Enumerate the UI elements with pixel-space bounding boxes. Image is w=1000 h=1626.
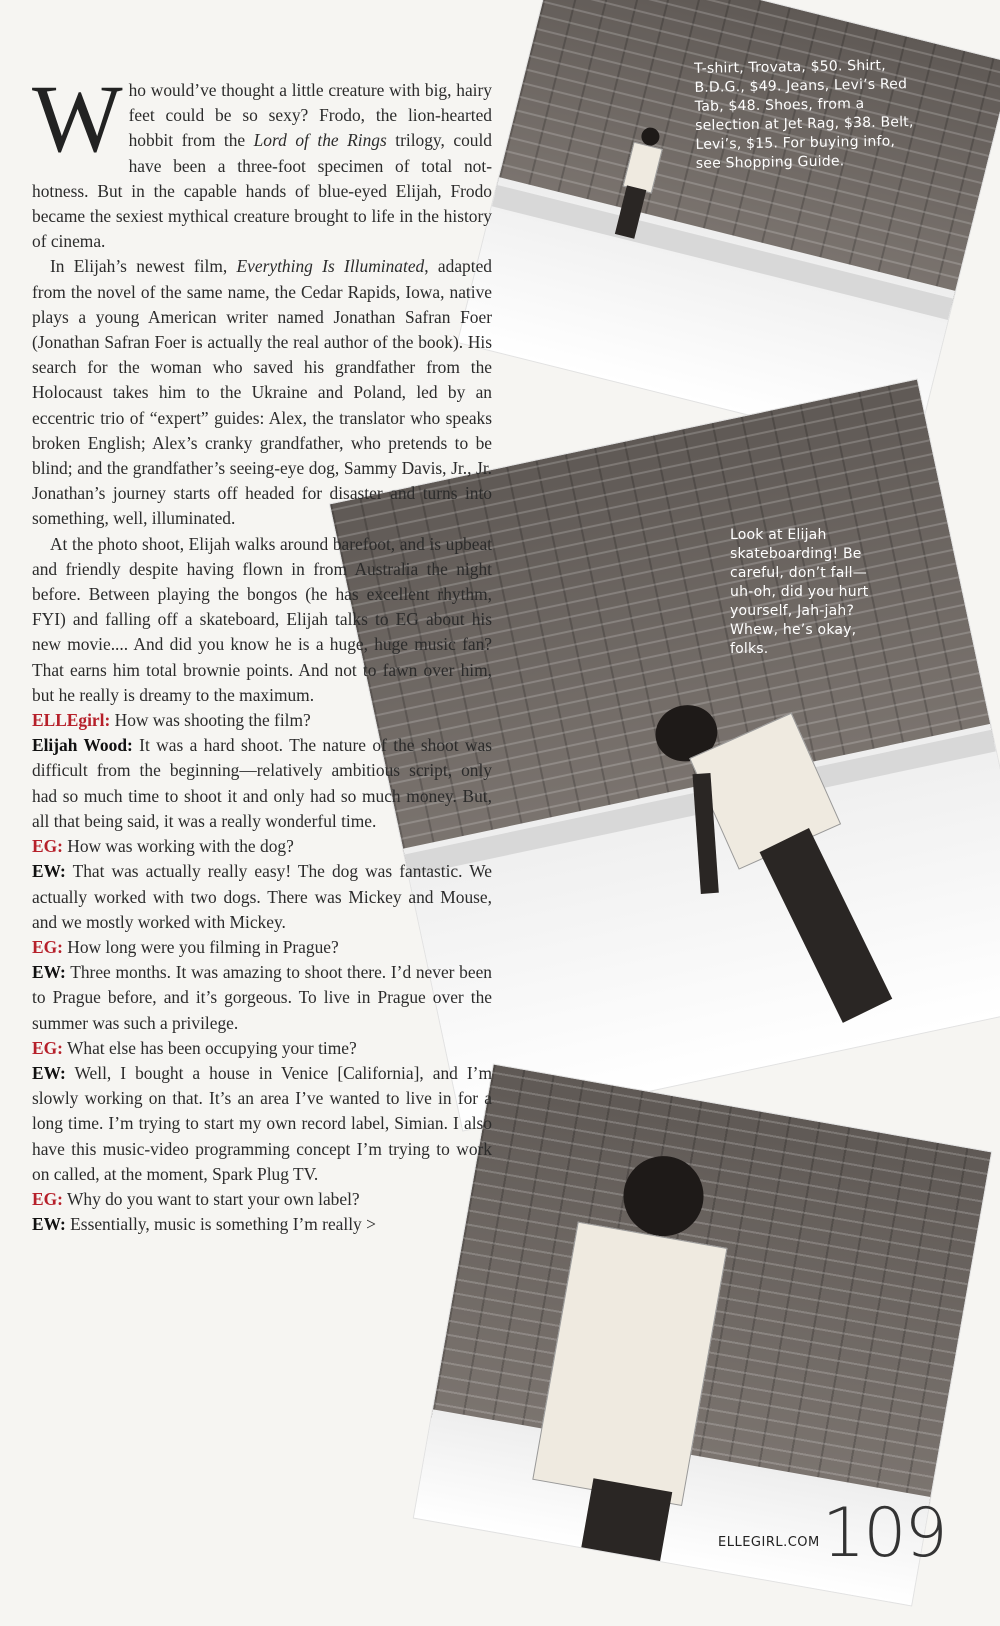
speaker-label: EG: — [32, 1037, 63, 1058]
qa-line: EW: Essentially, music is something I’m really > — [32, 1214, 376, 1235]
speaker-label: ELLEgirl: — [32, 710, 111, 731]
article-body — [32, 65, 492, 1237]
speaker-label: Elijah Wood: — [32, 735, 133, 756]
qa-line: EG: What else has been occupying your time? — [32, 1037, 357, 1058]
qa-line: EG: Why do you want to start your own label? — [32, 1188, 360, 1209]
speaker-label: EW: — [32, 861, 66, 882]
speaker-label: EW: — [32, 1214, 66, 1235]
speaker-label: EG: — [32, 936, 63, 957]
speaker-label: EG: — [32, 1188, 63, 1209]
drop-cap: W — [32, 65, 123, 172]
qa-line: Elijah Wood: It was a hard shoot. The nature of the shoot was difficult from the beginning—relatively ambitious script, only had so much time to shoot it and only had so much money. But, all that being said, it was a really wonderful time. — [32, 735, 492, 831]
qa-line: EG: How was working with the dog? — [32, 836, 294, 857]
speaker-label: EW: — [32, 1062, 66, 1083]
qa-line: EW: Well, I bought a house in Venice [California], and I’m slowly working on that. It’s an area I’ve wanted to live in for a long time. I’m trying to start my own record label, Simian. I also have this music-video programming concept I’m trying to work on called, at the moment, Spark Plug TV. — [32, 1062, 492, 1184]
qa-line: ELLEgirl: How was shooting the film? — [32, 710, 311, 731]
article-paragraph: Who would’ve thought a little creature with big, hairy feet could be so sexy? Frodo, the lion-hearted hobbit from the Lord of the Rings trilogy, could have been a three-foot specimen of total not-hotness. But in the capable hands of blue-eyed Elijah, Frodo became the sexiest mythical creature brought to life in the history of cinema. — [32, 65, 492, 252]
speaker-label: EG: — [32, 836, 63, 857]
film-title: Everything Is Illuminated — [236, 256, 425, 277]
qa-line: EG: How long were you filming in Prague? — [32, 936, 339, 957]
photo-caption-top: T-shirt, Trovata, $50. Shirt, B.D.G., $49. Jeans, Levi’s Red Tab, $48. Shoes, from a selection at Jet Rag, $38. Belt, Levi’s, $15. For buying info, see Shopping Guide. — [694, 57, 914, 172]
speaker-label: EW: — [32, 962, 66, 983]
qa-line: EW: That was actually really easy! The dog was fantastic. We actually worked with two dogs. There was Mickey and Mouse, and we mostly worked with Mickey. — [32, 861, 492, 932]
page-number: 109 — [822, 1494, 946, 1573]
magazine-website: ELLEGIRL.COM — [718, 1535, 820, 1550]
qa-line: EW: Three months. It was amazing to shoot there. I’d never been to Prague before, and it’s gorgeous. To live in Prague over the summer was such a privilege. — [32, 962, 492, 1033]
film-title: Lord of the Rings — [253, 130, 387, 151]
article-paragraph: In Elijah’s newest film, Everything Is Illuminated, adapted from the novel of the same name, the Cedar Rapids, Iowa, native plays a young American writer named Jonathan Safran Foer (Jonathan Safran Foer is actually the real author of the book). His search for the woman who saved his grandfather from the Holocaust takes him to the Ukraine and Poland, led by an eccentric trio of “expert” guides: Alex, the translator who speaks broken English; Alex’s cranky grandfather, who pretends to be blind; and the grandfather’s seeing-eye dog, Sammy Davis, Jr., Jr. Jonathan’s journey starts off headed for disaster and turns into something, well, illuminated. — [32, 256, 492, 529]
article-paragraph: At the photo shoot, Elijah walks around barefoot, and is upbeat and friendly despite having flown in from Australia the night before. Between playing the bongos (he has excellent rhythm, FYI) and falling off a skateboard, Elijah talks to EG about his new movie.... And did you know he is a huge, huge music fan? That earns him total brownie points. And not to fawn over him, but he really is dreamy to the maximum. — [32, 533, 492, 705]
photo-caption-mid: Look at Elijah skateboarding! Be careful, don’t fall—uh-oh, did you hurt yourself, Jah-jah? Whew, he’s okay, folks. — [730, 527, 869, 657]
